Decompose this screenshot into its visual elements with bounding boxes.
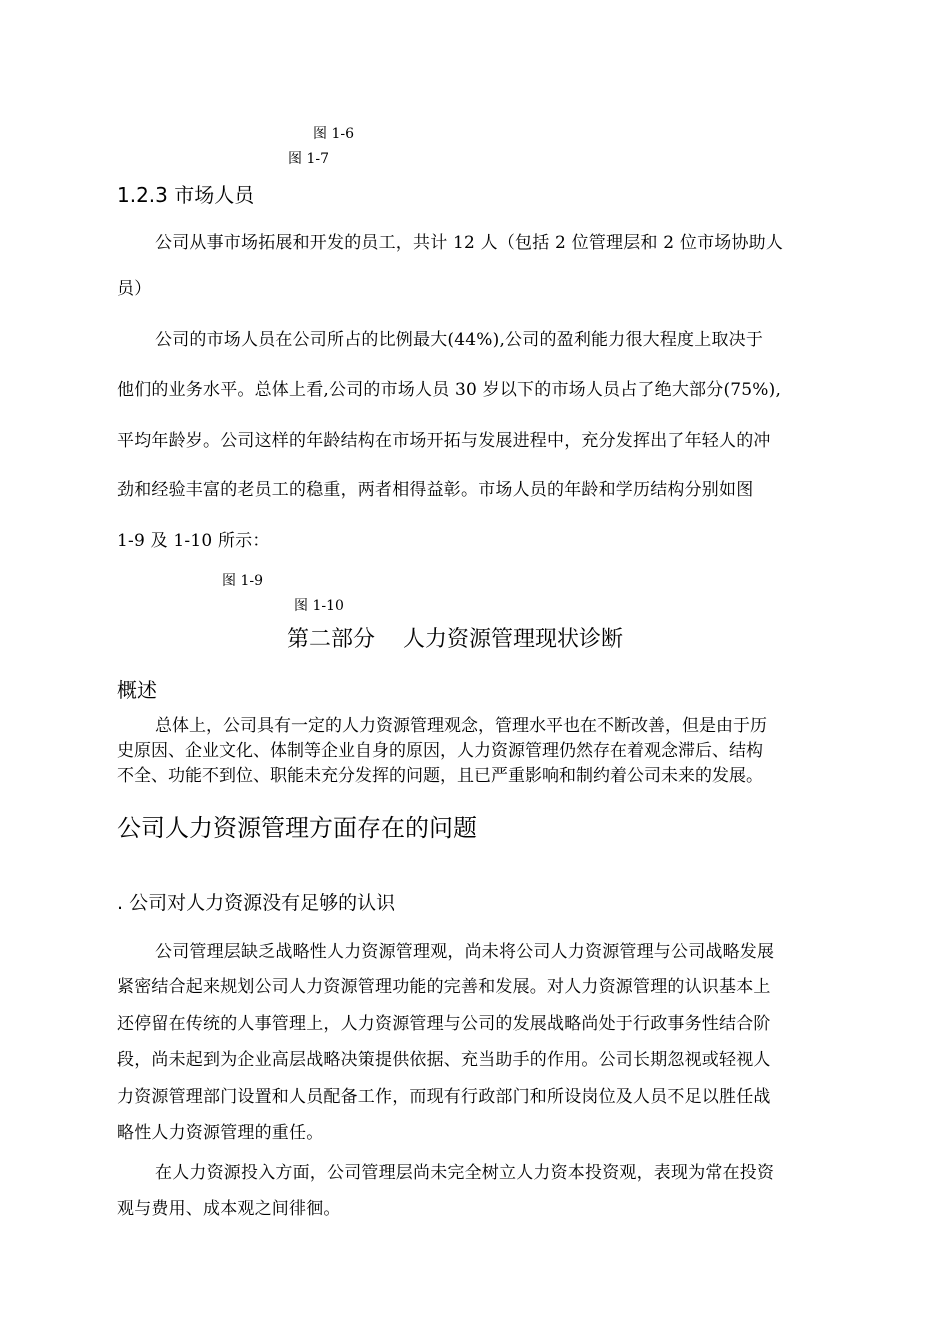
paragraph-line: 紧密结合起来规划公司人力资源管理功能的完善和发展。对人力资源管理的认识基本上 [117,977,771,997]
paragraph-line: 平均年龄岁。公司这样的年龄结构在市场开拓与发展进程中，充分发挥出了年轻人的冲 [117,431,771,451]
paragraph-line: 还停留在传统的人事管理上，人力资源管理与公司的发展战略尚处于行政事务性结合阶 [117,1014,771,1034]
paragraph-line: 观与费用、成本观之间徘徊。 [117,1199,341,1219]
figure-caption-1-9: 图 1-9 [222,573,263,589]
figure-caption-1-10: 图 1-10 [294,598,344,614]
section-heading-1-2-3: 1.2.3 市场人员 [117,183,255,207]
paragraph-line: 史原因、企业文化、体制等企业自身的原因，人力资源管理仍然存在着观念滞后、结构 [117,741,763,761]
overview-heading: 概述 [117,678,157,702]
paragraph-line: 公司的市场人员在公司所占的比例最大(44%),公司的盈利能力很大程度上取决于 [155,330,764,350]
figure-caption-1-7: 图 1-7 [288,151,329,167]
paragraph-line: 他们的业务水平。总体上看,公司的市场人员 30 岁以下的市场人员占了绝大部分(75%), [117,380,782,400]
paragraph-line: 略性人力资源管理的重任。 [117,1123,324,1143]
subsection-heading: . 公司对人力资源没有足够的认识 [117,892,396,914]
paragraph-line: 公司管理层缺乏战略性人力资源管理观，尚未将公司人力资源管理与公司战略发展 [155,942,775,962]
paragraph-line: 公司从事市场拓展和开发的员工，共计 12 人（包括 2 位管理层和 2 位市场协助人 [155,233,784,253]
part-title: 第二部分 人力资源管理现状诊断 [287,627,623,652]
paragraph-line: 员） [117,279,152,299]
paragraph-line: 力资源管理部门设置和人员配备工作，而现有行政部门和所设岗位及人员不足以胜任战 [117,1087,771,1107]
paragraph-line: 在人力资源投入方面，公司管理层尚未完全树立人力资本投资观，表现为常在投资 [155,1163,775,1183]
paragraph-line: 段，尚未起到为企业高层战略决策提供依据、充当助手的作用。公司长期忽视或轻视人 [117,1050,771,1070]
paragraph-line: 不全、功能不到位、职能未充分发挥的问题，且已严重影响和制约着公司未来的发展。 [117,766,763,786]
paragraph-line: 总体上，公司具有一定的人力资源管理观念，管理水平也在不断改善，但是由于历 [155,716,767,736]
figure-caption-1-6: 图 1-6 [313,126,354,142]
problems-heading: 公司人力资源管理方面存在的问题 [117,814,477,842]
paragraph-line: 1-9 及 1-10 所示： [117,531,270,551]
paragraph-line: 劲和经验丰富的老员工的稳重，两者相得益彰。市场人员的年龄和学历结构分别如图 [117,480,754,500]
